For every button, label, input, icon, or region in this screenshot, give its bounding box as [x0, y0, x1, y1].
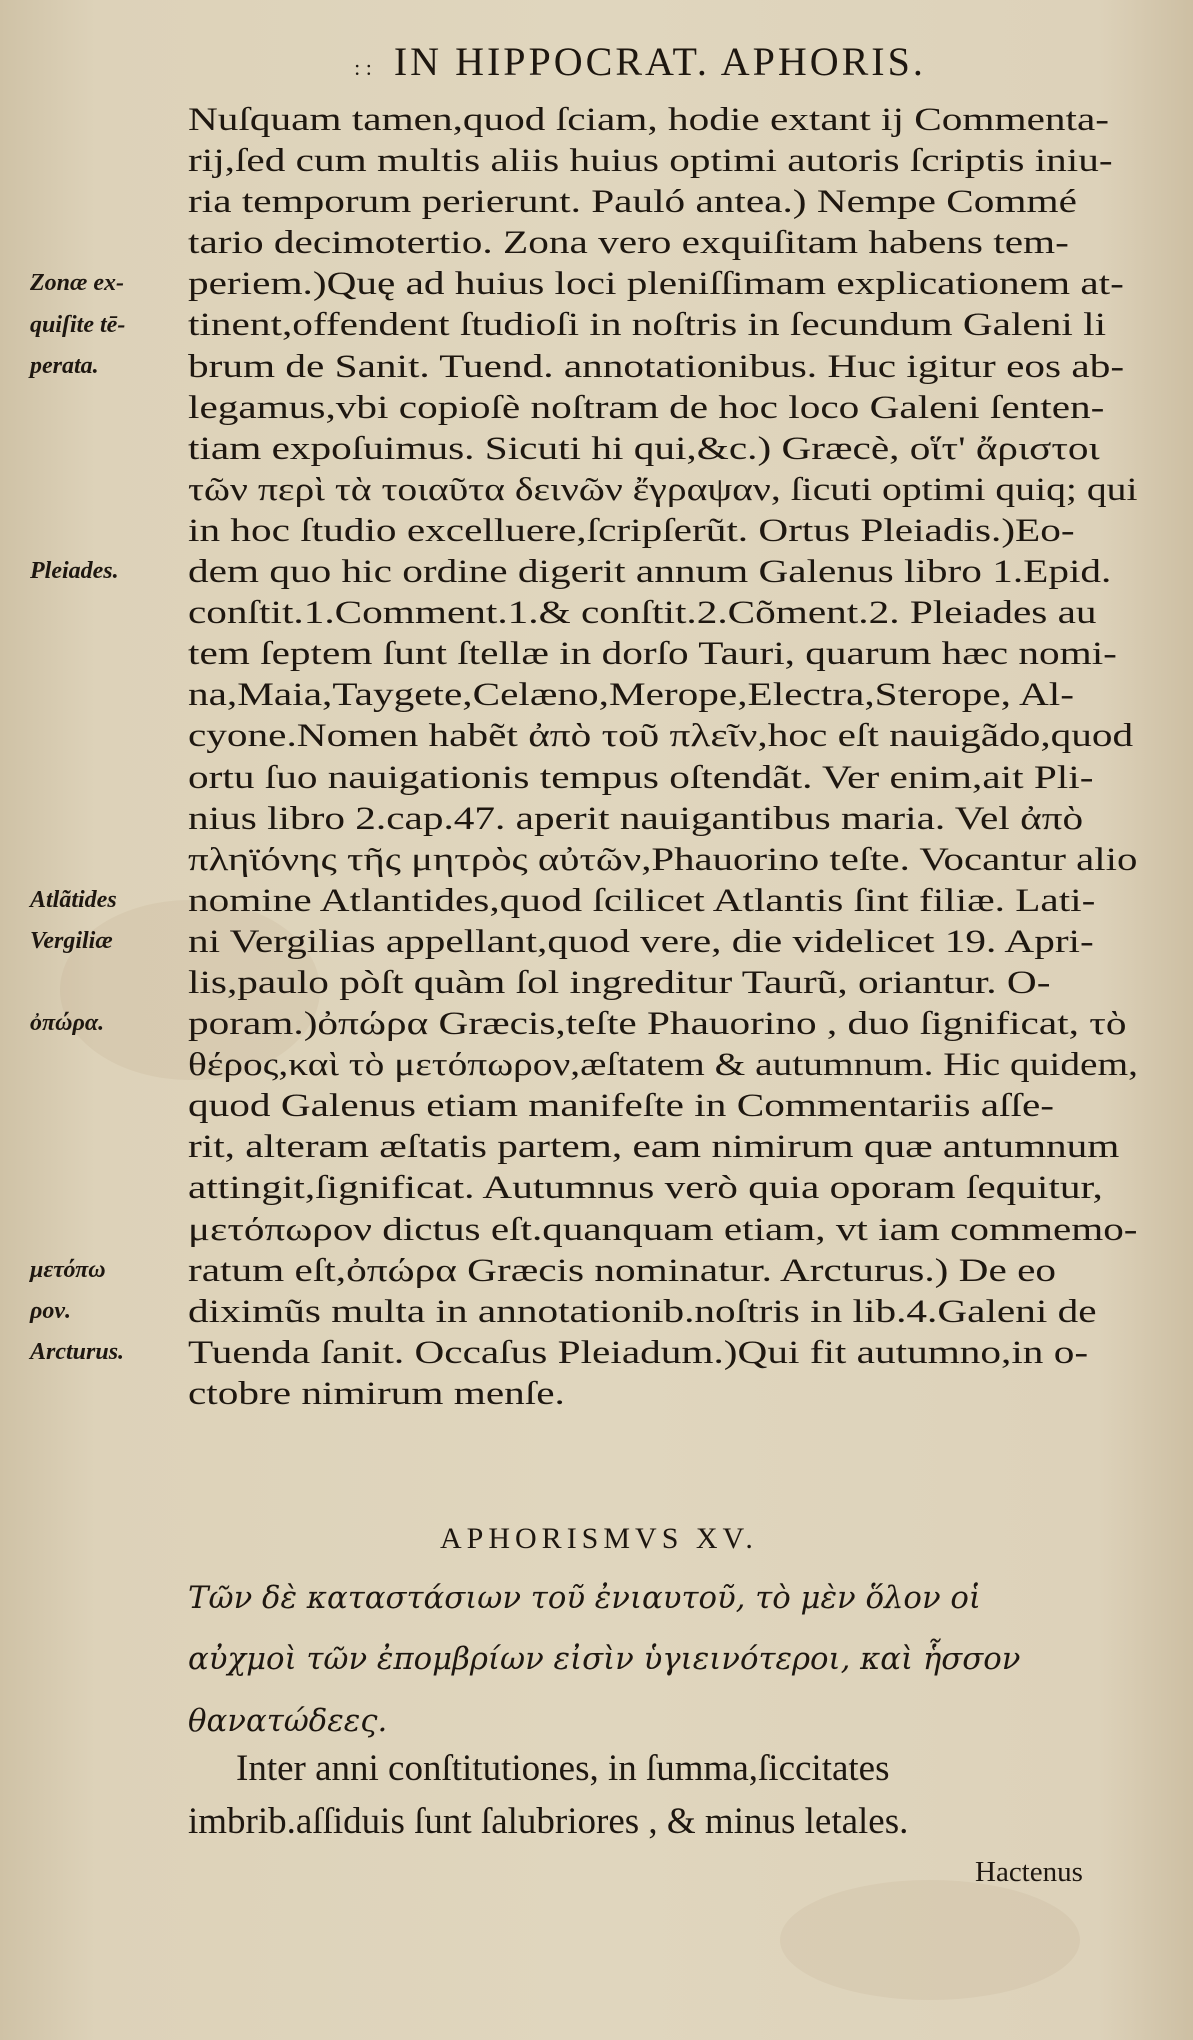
text-line: brum de Sanit. Tuend. annotationibus. Huc igitur eos ab-	[188, 348, 1125, 385]
aphorism-greek-line: αὐχμοὶ τῶν ἐπομβρίων εἰσὶν ὑγιεινότεροι, καὶ ἧσσον	[188, 1641, 1021, 1677]
aphorism-greek-line: Τῶν δὲ καταστάσιων τοῦ ἐνιαυτοῦ, τὸ μὲν ὅλον οἱ	[188, 1580, 981, 1616]
running-header	[190, 38, 1090, 85]
text-line: cyone.Nomen habẽt ἀπὸ τοῦ πλεῖν,hoc eſt nauigãdo,quod	[188, 718, 1134, 755]
text-line: poram.)ὀπώρα Græcis,teſte Phauorino , duo ſignificat, τὸ	[188, 1006, 1127, 1043]
text-line: τῶν περὶ τὰ τοιαῦτα δεινῶν ἔγραψαν, ſicuti optimi quiq; qui	[188, 471, 1138, 508]
running-title: IN HIPPOCRAT. APHORIS.	[393, 39, 926, 84]
text-line: tinent,offendent ſtudioſi in noſtris in ſecundum Galeni li	[188, 307, 1107, 344]
commentary-text	[188, 100, 1148, 1415]
text-line: tem ſeptem ſunt ſtellæ in dorſo Tauri, quarum hæc nomi-	[188, 636, 1117, 673]
margin-note: perata.	[30, 352, 99, 379]
text-line: μετόπωρον dictus eſt.quanquam etiam, vt iam commemo-	[188, 1211, 1138, 1248]
text-line: tiam expoſuimus. Sicuti hi qui,&c.) Græcè, οἵτ' ἄριστοι	[188, 430, 1100, 467]
text-line: Nuſquam tamen,quod ſciam, hodie extant ij Commenta-	[188, 102, 1110, 138]
aphorism-latin-line: imbrib.aſſiduis ſunt ſalubriores , & minus letales.	[188, 1801, 909, 1842]
margin-note: μετόπω	[30, 1256, 106, 1283]
text-line: ni Vergilias appellant,quod vere, die videlicet 19. Apri-	[188, 923, 1094, 960]
margin-note: quiſite tē-	[30, 311, 126, 338]
text-line: ratum eſt,ὀπώρα Græcis nominatur. Arcturus.) De eo	[188, 1252, 1057, 1289]
text-line: conſtit.1.Comment.1.& conſtit.2.Cõment.2. Pleiades au	[188, 595, 1097, 632]
text-line: in hoc ſtudio excelluere,ſcripſerũt. Ortus Pleiadis.)Eo-	[188, 512, 1075, 549]
margin-note: ρον.	[30, 1297, 72, 1324]
text-line: periem.)Quę ad huius loci pleniſſimam explicationem at-	[188, 266, 1124, 303]
text-line: ria temporum perierunt. Pauló antea.) Nempe Commé	[188, 184, 1077, 221]
paper-stain	[780, 1880, 1080, 2000]
text-line: na,Maia,Taygete,Celæno,Merope,Electra,Sterope, Al-	[188, 677, 1074, 714]
text-line: ctobre nimirum menſe.	[188, 1375, 565, 1412]
aphorism-latin-line: Inter anni conſtitutiones, in ſumma,ſiccitates	[236, 1748, 890, 1789]
text-line: diximũs multa in annotationib.noſtris in lib.4.Galeni de	[188, 1293, 1097, 1330]
text-line: quod Galenus etiam manifeſte in Commentariis aſſe-	[188, 1088, 1055, 1125]
margin-note: Zonæ ex-	[30, 270, 124, 297]
catchword: Hactenus	[975, 1856, 1083, 1888]
margin-note: Arcturus.	[30, 1339, 125, 1365]
text-line: πληϊόνης τῆς μητρὸς αὐτῶν,Phauorino teſte. Vocantur alio	[188, 841, 1138, 878]
aphorism-greek-line: θανατώδεες.	[188, 1703, 388, 1739]
margin-note: Vergiliæ	[30, 928, 113, 954]
text-line: θέρος,καὶ τὸ μετόπωρον,æſtatem & autumnum. Hic quidem,	[188, 1047, 1138, 1084]
text-line: lis,paulo pòſt quàm ſol ingreditur Taurũ, oriantur. O-	[188, 964, 1051, 1001]
margin-note: Pleiades.	[30, 558, 119, 585]
text-line: nomine Atlantides,quod ſcilicet Atlantis ſint filiæ. Lati-	[188, 882, 1096, 919]
text-line: nius libro 2.cap.47. aperit nauigantibus maria. Vel ἀπὸ	[188, 800, 1084, 837]
text-line: ortu ſuo nauigationis tempus oſtendãt. Ver enim,ait Pli-	[188, 759, 1094, 796]
folio-mark: : :	[354, 55, 372, 80]
text-line: tario decimotertio. Zona vero exquiſitam habens tem-	[188, 225, 1069, 262]
text-line: attingit,ſignificat. Autumnus verò quia oporam ſequitur,	[188, 1170, 1103, 1207]
text-line: Tuenda ſanit. Occaſus Pleiadum.)Qui fit autumno,in o-	[188, 1334, 1089, 1371]
text-line: rit, alteram æſtatis partem, eam nimirum quæ antumnum	[188, 1129, 1120, 1166]
margin-note: ὀπώρα.	[30, 1010, 105, 1037]
text-line: dem quo hic ordine digerit annum Galenus libro 1.Epid.	[188, 554, 1112, 591]
aphorism-title: APHORISMVS XV.	[440, 1522, 758, 1555]
text-line: legamus,vbi copioſè noſtram de hoc loco Galeni ſenten-	[188, 389, 1105, 426]
margin-note: Atlãtides	[30, 886, 117, 913]
text-line: rij,ſed cum multis aliis huius optimi autoris ſcriptis iniu-	[188, 143, 1113, 180]
